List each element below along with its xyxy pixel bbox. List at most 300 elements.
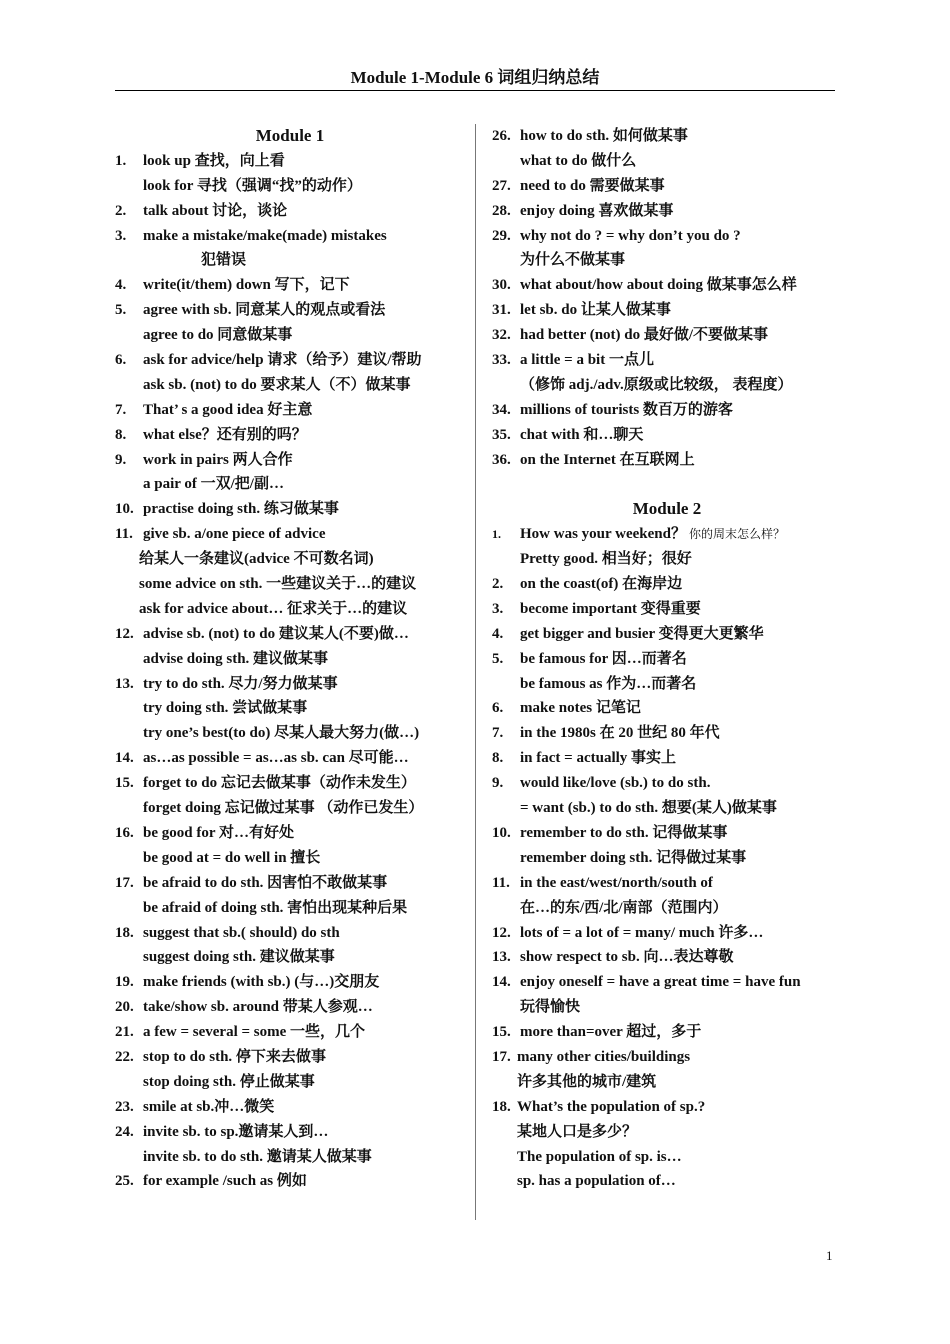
phrase-main-text: some advice on sth. 一些建议关于…的建议: [139, 576, 417, 593]
phrase-item: [115, 970, 465, 995]
item-number: 31.: [492, 302, 511, 319]
item-number: 15.: [492, 1024, 511, 1041]
phrase-main-text: enjoy doing 喜欢做某事: [520, 202, 674, 219]
phrase-main-text: invite sb. to sp.邀请某人到…: [143, 1123, 329, 1140]
phrase-text: [143, 298, 385, 323]
phrase-item: [115, 746, 465, 771]
phrase-text: [143, 448, 293, 473]
phrase-text: [520, 224, 741, 249]
item-number: 5.: [115, 302, 127, 319]
phrase-item: [492, 323, 842, 348]
phrase-continuation: [492, 672, 842, 697]
phrase-text: [520, 871, 713, 896]
phrase-item: [115, 622, 465, 647]
phrase-text: [520, 423, 643, 448]
phrase-text: [143, 323, 292, 348]
phrase-main-text: chat with 和…聊天: [520, 426, 644, 443]
phrase-main-text: remember doing sth. 记得做过某事: [520, 849, 747, 866]
item-number: 10.: [115, 501, 134, 518]
phrase-item: [115, 298, 465, 323]
phrase-continuation: [115, 721, 465, 746]
phrase-main-text: How was your weekend？: [520, 526, 686, 543]
phrase-item: [115, 224, 465, 249]
phrase-main-text: suggest that sb.( should) do sth: [143, 924, 340, 941]
phrase-continuation: [492, 1169, 842, 1194]
phrase-main-text: write(it/them) down 写下，记下: [143, 277, 350, 294]
phrase-main-text: 许多其他的城市/建筑: [517, 1073, 657, 1090]
phrase-item: [492, 921, 842, 946]
phrase-main-text: enjoy oneself = have a great time = have fun: [520, 974, 801, 991]
phrase-continuation: [115, 945, 465, 970]
phrase-item: [115, 1169, 465, 1194]
phrase-main-text: ask for advice/help 请求（给予）建议/帮助: [143, 352, 422, 369]
phrase-text: [143, 1020, 365, 1045]
item-number: 6.: [115, 352, 127, 369]
phrase-item: [492, 1020, 842, 1045]
phrase-text: [143, 896, 407, 921]
phrase-main-text: millions of tourists 数百万的游客: [520, 401, 733, 418]
phrase-text: [520, 149, 636, 174]
phrase-main-text: sp. has a population of…: [517, 1173, 676, 1190]
phrase-continuation: [492, 846, 842, 871]
phrase-continuation: [115, 174, 465, 199]
phrase-text: [520, 547, 692, 572]
item-number: 24.: [115, 1123, 134, 1140]
phrase-continuation: [115, 1070, 465, 1095]
phrase-item: [115, 522, 465, 547]
item-number: 3.: [115, 227, 127, 244]
item-number: 3.: [492, 600, 504, 617]
phrase-main-text: = want (sb.) to do sth. 想要(某人)做某事: [520, 800, 777, 817]
phrase-text: [139, 547, 374, 572]
item-number: 4.: [115, 277, 127, 294]
phrase-text: [520, 796, 777, 821]
phrase-item: [492, 871, 842, 896]
phrase-continuation: [492, 1070, 842, 1095]
phrase-text: [520, 995, 580, 1020]
phrase-continuation: [115, 1145, 465, 1170]
phrase-item: [492, 696, 842, 721]
item-number: 34.: [492, 401, 511, 418]
phrase-main-text: what else？还有别的吗？: [143, 426, 307, 443]
phrase-item: [492, 224, 842, 249]
page-number: 1: [826, 1248, 833, 1263]
phrase-text: [143, 398, 312, 423]
module-heading: Module 2: [632, 499, 702, 519]
phrase-main-text: Pretty good. 相当好；很好: [520, 551, 692, 568]
phrase-continuation: [115, 572, 465, 597]
phrase-text: [520, 970, 801, 995]
phrase-text: [520, 672, 696, 697]
phrase-translation: 你的周末怎么样？: [685, 527, 785, 542]
phrase-main-text: 为什么不做某事: [520, 252, 626, 269]
phrase-text: [520, 124, 688, 149]
phrase-text: [520, 273, 797, 298]
phrase-main-text: had better (not) do 最好做/不要做某事: [520, 327, 769, 344]
phrase-main-text: advise sb. (not) to do 建议某人(不要)做…: [143, 625, 409, 642]
phrase-main-text: what about/how about doing 做某事怎么样: [520, 277, 797, 294]
phrase-text: [520, 398, 733, 423]
phrase-text: [143, 796, 423, 821]
phrase-main-text: try to do sth. 尽力/努力做某事: [143, 675, 338, 692]
phrase-item: [492, 622, 842, 647]
phrase-item: [115, 871, 465, 896]
phrase-main-text: forget to do 忘记去做某事（动作未发生）: [143, 775, 416, 792]
phrase-text: [143, 622, 409, 647]
phrase-text: [143, 273, 350, 298]
phrase-text: [520, 821, 727, 846]
phrase-continuation: [492, 1120, 842, 1145]
phrase-text: [139, 597, 407, 622]
phrase-main-text: （修饰 adj./adv.原级或比较级， 表程度）: [520, 376, 793, 393]
phrase-main-text: smile at sb.冲…微笑: [143, 1098, 275, 1115]
phrase-text: [520, 1020, 701, 1045]
item-number: 1.: [492, 527, 501, 542]
phrase-main-text: for example /such as 例如: [143, 1173, 307, 1190]
phrase-item: [492, 771, 842, 796]
item-number: 17.: [115, 874, 134, 891]
item-number: 28.: [492, 202, 511, 219]
phrase-continuation: [492, 1145, 842, 1170]
phrase-main-text: get bigger and busier 变得更大更繁华: [520, 625, 764, 642]
phrase-continuation: [115, 323, 465, 348]
phrase-item: [115, 672, 465, 697]
phrase-continuation: [115, 248, 465, 273]
item-number: 14.: [115, 750, 134, 767]
phrase-main-text: advise doing sth. 建议做某事: [143, 650, 329, 667]
phrase-text: [143, 921, 340, 946]
phrase-main-text: try one’s best(to do) 尽某人最大努力(做…): [143, 725, 420, 742]
phrase-continuation: [115, 472, 465, 497]
phrase-main-text: That’ s a good idea 好主意: [143, 401, 313, 418]
phrase-main-text: try doing sth. 尝试做某事: [143, 700, 308, 717]
phrase-item: [492, 273, 842, 298]
left-column: [115, 124, 465, 1194]
item-number: 7.: [115, 401, 127, 418]
phrase-text: [520, 323, 768, 348]
phrase-main-text: make a mistake/make(made) mistakes: [143, 227, 387, 244]
phrase-item: [492, 124, 842, 149]
phrase-item: [115, 348, 465, 373]
item-number: 35.: [492, 426, 511, 443]
item-number: 1.: [115, 152, 127, 169]
item-number: 26.: [492, 128, 511, 144]
phrase-item: [492, 348, 842, 373]
phrase-text: [520, 348, 654, 373]
phrase-main-text: look up 查找，向上看: [143, 152, 285, 169]
item-number: 4.: [492, 625, 504, 642]
phrase-text: [520, 696, 641, 721]
phrase-item: [492, 1095, 842, 1120]
phrase-main-text: be afraid to do sth. 因害怕不敢做某事: [143, 874, 388, 891]
phrase-text: [143, 1070, 315, 1095]
item-number: 9.: [115, 451, 127, 468]
phrase-item: [492, 199, 842, 224]
phrase-text: [520, 921, 763, 946]
phrase-main-text: agree with sb. 同意某人的观点或看法: [143, 302, 386, 319]
item-number: 11.: [492, 874, 510, 891]
item-number: 8.: [492, 750, 504, 767]
phrase-text: [517, 1169, 676, 1194]
phrase-item: [115, 1120, 465, 1145]
item-number: 17.: [492, 1048, 511, 1065]
item-number: 6.: [492, 700, 504, 717]
phrase-text: [520, 298, 671, 323]
phrase-text: [143, 373, 411, 398]
phrase-text: [143, 672, 338, 697]
phrase-item: [492, 522, 842, 547]
item-number: 14.: [492, 974, 511, 991]
item-number: 27.: [492, 177, 511, 194]
item-number: 20.: [115, 999, 134, 1016]
phrase-main-text: on the Internet 在互联网上: [520, 451, 695, 468]
item-number: 13.: [492, 949, 511, 966]
phrase-continuation: [115, 647, 465, 672]
phrase-continuation: [492, 547, 842, 572]
phrase-text: [517, 1095, 705, 1120]
phrase-item: [115, 398, 465, 423]
phrase-item: [115, 921, 465, 946]
title-underline: [115, 90, 835, 91]
phrase-main-text: as…as possible = as…as sb. can 尽可能…: [143, 750, 409, 767]
phrase-item: [492, 398, 842, 423]
phrase-text: [143, 1145, 372, 1170]
phrase-continuation: [115, 373, 465, 398]
phrase-text: [143, 174, 362, 199]
phrase-main-text: would like/love (sb.) to do sth.: [520, 775, 711, 792]
item-number: 8.: [115, 426, 127, 443]
phrase-main-text: work in pairs 两人合作: [143, 451, 293, 468]
phrase-text: [520, 945, 733, 970]
phrase-continuation: [115, 796, 465, 821]
phrase-text: [517, 1145, 682, 1170]
item-number: 29.: [492, 227, 511, 244]
phrase-item: [115, 771, 465, 796]
item-number: 13.: [115, 675, 134, 692]
phrase-main-text: be good at = do well in 擅长: [143, 849, 321, 866]
phrase-text: [520, 647, 687, 672]
item-number: 5.: [492, 650, 504, 667]
phrase-text: [520, 448, 695, 473]
phrase-text: [143, 522, 325, 547]
blank-line: [492, 472, 842, 497]
phrase-text: [143, 696, 307, 721]
phrase-text: [201, 248, 246, 273]
phrase-text: [517, 1045, 690, 1070]
phrase-text: [143, 995, 373, 1020]
phrase-item: [492, 174, 842, 199]
phrase-main-text: let sb. do 让某人做某事: [520, 302, 671, 319]
phrase-text: [139, 572, 416, 597]
item-number: 23.: [115, 1098, 134, 1115]
phrase-main-text: a few = several = some 一些，几个: [143, 1024, 366, 1041]
phrase-text: [143, 721, 419, 746]
right-column: [492, 124, 842, 1194]
item-number: 32.: [492, 327, 511, 344]
phrase-main-text: show respect to sb. 向…表达尊敬: [520, 949, 734, 966]
phrase-text: [143, 945, 335, 970]
phrase-main-text: make notes 记笔记: [520, 700, 641, 717]
phrase-continuation: [115, 696, 465, 721]
phrase-main-text: be afraid of doing sth. 害怕出现某种后果: [143, 899, 408, 916]
item-number: 12.: [115, 625, 134, 642]
phrase-item: [492, 423, 842, 448]
phrase-continuation: [115, 547, 465, 572]
phrase-main-text: agree to do 同意做某事: [143, 327, 293, 344]
phrase-main-text: What’s the population of sp.?: [517, 1098, 706, 1115]
phrase-main-text: 在…的东/西/北/南部（范围内）: [520, 899, 728, 916]
phrase-main-text: be famous as 作为…而著名: [520, 675, 697, 692]
phrase-main-text: on the coast(of) 在海岸边: [520, 576, 683, 593]
phrase-text: [520, 572, 682, 597]
item-number: 18.: [115, 924, 134, 941]
phrase-item: [115, 448, 465, 473]
phrase-item: [492, 647, 842, 672]
phrase-text: [143, 199, 287, 224]
item-number: 12.: [492, 924, 511, 941]
phrase-item: [492, 448, 842, 473]
phrase-text: [143, 1045, 326, 1070]
item-number: 19.: [115, 974, 134, 991]
phrase-main-text: need to do 需要做某事: [520, 177, 665, 194]
phrase-item: [492, 746, 842, 771]
phrase-main-text: what to do 做什么: [520, 152, 637, 169]
phrase-item: [492, 945, 842, 970]
phrase-text: [517, 1120, 637, 1145]
phrase-item: [115, 423, 465, 448]
phrase-text: [520, 174, 665, 199]
phrase-continuation: [492, 796, 842, 821]
item-number: 15.: [115, 775, 134, 792]
phrase-main-text: The population of sp. is…: [517, 1148, 682, 1165]
phrase-text: [520, 721, 720, 746]
phrase-text: [143, 1120, 328, 1145]
phrase-main-text: a pair of 一双/把/副…: [143, 476, 284, 493]
module-heading: Module 1: [255, 126, 325, 145]
phrase-item: [115, 995, 465, 1020]
item-number: 9.: [492, 775, 504, 792]
item-number: 11.: [115, 526, 133, 543]
item-number: 25.: [115, 1173, 134, 1190]
phrase-text: [143, 472, 284, 497]
phrase-item: [115, 273, 465, 298]
item-number: 18.: [492, 1098, 511, 1115]
phrase-main-text: stop doing sth. 停止做某事: [143, 1073, 315, 1090]
phrase-main-text: 犯错误: [201, 252, 247, 269]
item-number: 22.: [115, 1048, 134, 1065]
phrase-text: [143, 871, 387, 896]
phrase-item: [492, 721, 842, 746]
phrase-continuation: [492, 896, 842, 921]
phrase-item: [115, 199, 465, 224]
phrase-item: [115, 1020, 465, 1045]
phrase-text: [520, 622, 764, 647]
item-number: 21.: [115, 1024, 134, 1041]
item-number: 36.: [492, 451, 511, 468]
phrase-main-text: look for 寻找（强调“找”的动作）: [143, 177, 362, 194]
phrase-continuation: [492, 149, 842, 174]
phrase-text: [520, 199, 673, 224]
phrase-continuation: [492, 995, 842, 1020]
phrase-main-text: more than=over 超过，多于: [520, 1024, 702, 1041]
item-number: 2.: [115, 202, 127, 219]
phrase-main-text: 某地人口是多少？: [517, 1123, 638, 1140]
phrase-item: [492, 821, 842, 846]
document-title: Module 1-Module 6 词组归纳总结: [350, 68, 600, 87]
phrase-continuation: [115, 846, 465, 871]
phrase-item: [492, 597, 842, 622]
item-number: 10.: [492, 824, 511, 841]
phrase-text: [143, 771, 416, 796]
item-number: 7.: [492, 725, 504, 742]
phrase-main-text: talk about 讨论，谈论: [143, 202, 288, 219]
phrase-item: [492, 572, 842, 597]
phrase-main-text: practise doing sth. 练习做某事: [143, 501, 339, 518]
phrase-text: [143, 497, 339, 522]
phrase-main-text: remember to do sth. 记得做某事: [520, 824, 728, 841]
phrase-main-text: how to do sth. 如何做某事: [520, 128, 688, 144]
phrase-main-text: in the east/west/north/south of: [520, 874, 713, 891]
phrase-text: [517, 1070, 656, 1095]
phrase-main-text: why not do ? = why don’t you do ?: [520, 227, 741, 244]
phrase-text: [520, 746, 676, 771]
phrase-item: [115, 821, 465, 846]
phrase-main-text: be famous for 因…而著名: [520, 650, 687, 667]
phrase-continuation: [115, 896, 465, 921]
phrase-text: [520, 522, 785, 547]
phrase-item: [115, 1095, 465, 1120]
phrase-main-text: 玩得愉快: [520, 999, 581, 1016]
phrase-text: [143, 846, 320, 871]
phrase-main-text: 给某人一条建议(advice 不可数名词): [139, 551, 374, 568]
phrase-item: [115, 149, 465, 174]
phrase-continuation: [492, 248, 842, 273]
phrase-main-text: make friends (with sb.) (与…)交朋友: [143, 974, 380, 991]
item-number: 33.: [492, 352, 511, 369]
phrase-main-text: in the 1980s 在 20 世纪 80 年代: [520, 725, 720, 742]
phrase-item: [492, 1045, 842, 1070]
phrase-item: [115, 497, 465, 522]
phrase-text: [143, 348, 421, 373]
phrase-main-text: invite sb. to do sth. 邀请某人做某事: [143, 1148, 372, 1165]
column-divider: [475, 124, 476, 1220]
phrase-text: [143, 1169, 307, 1194]
phrase-text: [520, 373, 793, 398]
phrase-main-text: stop to do sth. 停下来去做事: [143, 1048, 326, 1065]
phrase-main-text: suggest doing sth. 建议做某事: [143, 949, 335, 966]
phrase-main-text: many other cities/buildings: [517, 1048, 691, 1065]
phrase-main-text: become important 变得重要: [520, 600, 701, 617]
phrase-text: [143, 821, 294, 846]
phrase-text: [143, 149, 285, 174]
phrase-main-text: give sb. a/one piece of advice: [143, 526, 326, 543]
phrase-continuation: [115, 597, 465, 622]
phrase-main-text: a little = a bit 一点儿: [520, 352, 654, 369]
phrase-continuation: [492, 373, 842, 398]
phrase-main-text: take/show sb. around 带某人参观…: [143, 999, 373, 1016]
phrase-text: [143, 1095, 274, 1120]
item-number: 30.: [492, 277, 511, 294]
phrase-item: [492, 970, 842, 995]
phrase-main-text: in fact = actually 事实上: [520, 750, 677, 767]
phrase-main-text: be good for 对…有好处: [143, 824, 294, 841]
item-number: 16.: [115, 824, 134, 841]
phrase-text: [520, 896, 728, 921]
phrase-main-text: forget doing 忘记做过某事 （动作已发生）: [143, 800, 424, 817]
phrase-text: [520, 248, 625, 273]
phrase-text: [520, 597, 701, 622]
phrase-text: [143, 224, 387, 249]
